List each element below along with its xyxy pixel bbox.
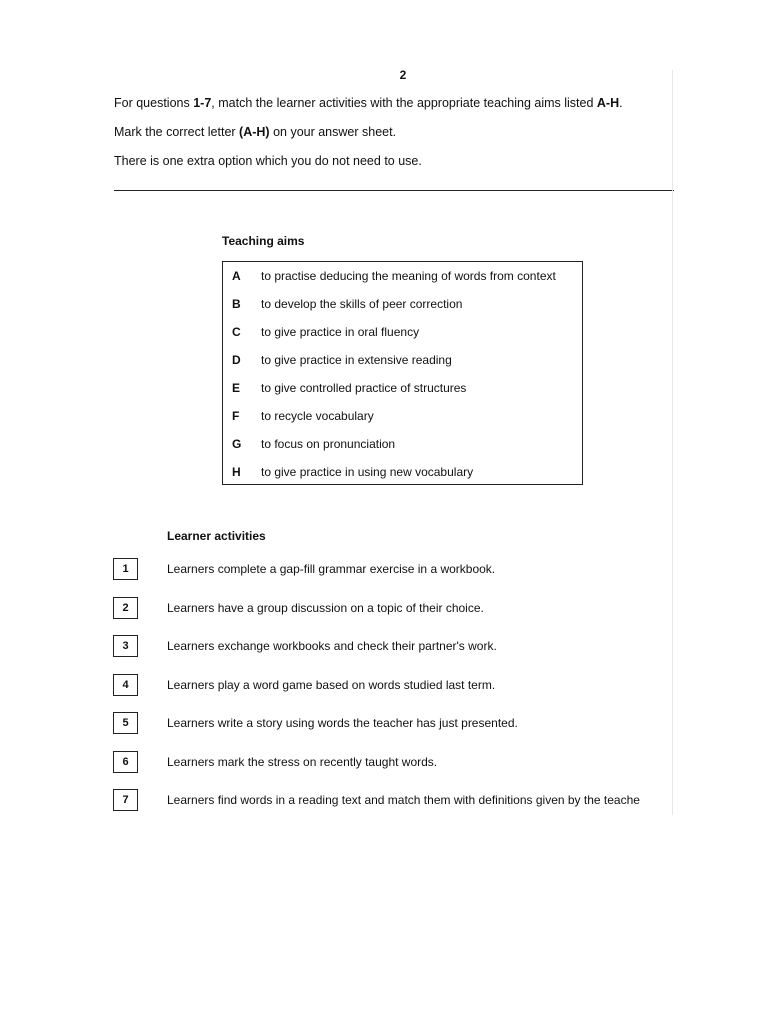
activity-number-box: 5 (113, 712, 138, 734)
option-range: A-H (596, 96, 620, 110)
aim-letter: H (232, 465, 241, 479)
activity-number-box: 3 (113, 635, 138, 657)
instruction-text: Mark the correct letter (114, 125, 240, 139)
aim-row (223, 346, 582, 374)
aim-text: to focus on pronunciation (261, 437, 396, 451)
instruction-text: on your answer sheet. (269, 125, 397, 139)
aim-letter: A (232, 269, 241, 283)
option-range: (A-H) (239, 125, 270, 139)
activity-number-box: 2 (113, 597, 138, 619)
activity-text: Learners complete a gap-fill grammar exercise in a workbook. (167, 562, 496, 576)
activity-number-box: 4 (113, 674, 138, 696)
aim-row (223, 290, 582, 318)
activity-text: Learners play a word game based on words studied last term. (167, 678, 496, 692)
aim-row (223, 262, 582, 290)
aim-text: to give practice in using new vocabulary (261, 465, 474, 479)
activity-text: Learners mark the stress on recently taught words. (167, 755, 438, 769)
aim-letter: G (232, 437, 242, 451)
instruction-text: , match the learner activities with the appropriate teaching aims listed (211, 96, 597, 110)
page-edge (672, 70, 673, 815)
learner-activities-heading: Learner activities (167, 529, 266, 543)
aim-text: to give controlled practice of structures (261, 381, 467, 395)
aim-text: to give practice in oral fluency (261, 325, 420, 339)
aim-letter: B (232, 297, 241, 311)
aim-row (223, 402, 582, 430)
activity-number-box: 6 (113, 751, 138, 773)
instruction-line-1 (114, 96, 623, 110)
aim-letter: D (232, 353, 241, 367)
instruction-text: . (619, 96, 623, 110)
activity-text: Learners find words in a reading text and match them with definitions given by the teache (167, 793, 640, 807)
page-number: 2 (399, 68, 407, 82)
aim-letter: E (232, 381, 241, 395)
activity-number-box: 7 (113, 789, 138, 811)
aim-text: to practise deducing the meaning of words from context (261, 269, 556, 283)
aim-text: to give practice in extensive reading (261, 353, 452, 367)
instruction-text: For questions (114, 96, 194, 110)
aim-text: to develop the skills of peer correction (261, 297, 463, 311)
aim-row (223, 458, 582, 486)
teaching-aims-box (222, 261, 583, 485)
question-range: 1-7 (193, 96, 212, 110)
aim-row (223, 430, 582, 458)
aim-letter: C (232, 325, 241, 339)
aim-letter: F (232, 409, 240, 423)
section-divider (114, 190, 674, 191)
activity-number-box: 1 (113, 558, 138, 580)
teaching-aims-heading: Teaching aims (222, 234, 305, 248)
aim-row (223, 374, 582, 402)
instruction-line-2 (114, 125, 396, 139)
activity-text: Learners have a group discussion on a topic of their choice. (167, 601, 484, 615)
page-margin (674, 0, 768, 1024)
activity-text: Learners exchange workbooks and check their partner's work. (167, 639, 497, 653)
activity-text: Learners write a story using words the teacher has just presented. (167, 716, 518, 730)
instruction-line-3: There is one extra option which you do not need to use. (114, 154, 422, 168)
aim-text: to recycle vocabulary (261, 409, 374, 423)
aim-row (223, 318, 582, 346)
